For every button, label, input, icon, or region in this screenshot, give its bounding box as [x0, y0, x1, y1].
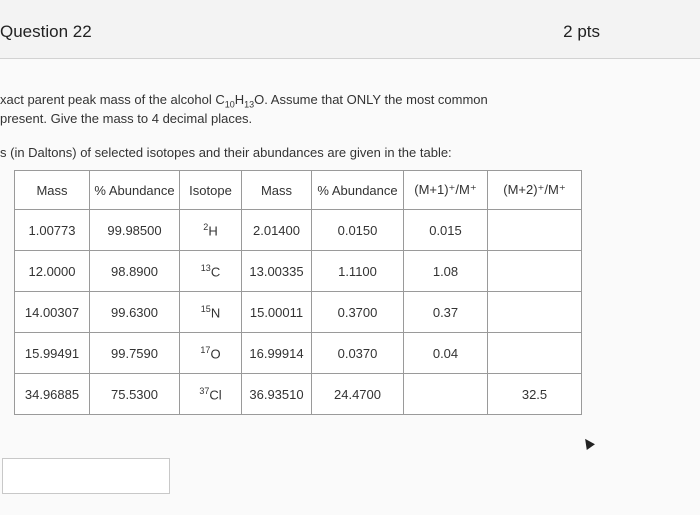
cell-abundance: 99.7590 [90, 333, 180, 374]
cell-mass: 14.00307 [15, 292, 90, 333]
cell-isotope: $^{17}$O [180, 333, 242, 374]
question-prompt-line-3: s (in Daltons) of selected isotopes and their abundances are given in the table: [0, 145, 452, 160]
cell-m-plus-2: 32.5 [488, 374, 582, 415]
cell-isotope-mass: 16.99914 [242, 333, 312, 374]
cell-m-plus-1: 0.37 [404, 292, 488, 333]
question-header [0, 0, 700, 59]
cell-m-plus-1 [404, 374, 488, 415]
header-isotope: Isotope [180, 171, 242, 210]
cell-abundance: 99.6300 [90, 292, 180, 333]
cell-isotope-abundance: 0.0370 [312, 333, 404, 374]
header-m-plus-1: (M+1)⁺/M⁺ [404, 171, 488, 210]
cell-abundance: 98.8900 [90, 251, 180, 292]
header-mass: Mass [15, 171, 90, 210]
table-row [15, 333, 582, 374]
header-m-plus-2: (M+2)⁺/M⁺ [488, 171, 582, 210]
table-header-row [15, 171, 582, 210]
question-prompt-line-2: present. Give the mass to 4 decimal places. [0, 111, 253, 126]
cell-m-plus-2 [488, 292, 582, 333]
cell-mass: 15.99491 [15, 333, 90, 374]
cell-isotope-mass: 2.01400 [242, 210, 312, 251]
cell-m-plus-2 [488, 333, 582, 374]
header-isotope-mass: Mass [242, 171, 312, 210]
cell-isotope-abundance: 1.1100 [312, 251, 404, 292]
cell-isotope-abundance: 0.0150 [312, 210, 404, 251]
cell-m-plus-1: 0.04 [404, 333, 488, 374]
cell-m-plus-1: 0.015 [404, 210, 488, 251]
cell-isotope: $^{13}$C [180, 251, 242, 292]
cell-abundance: 99.98500 [90, 210, 180, 251]
cell-isotope: $^{37}$Cl [180, 374, 242, 415]
question-prompt-line-1: xact parent peak mass of the alcohol $C_{10}H_{13}O$. Assume that ONLY the most common [0, 92, 488, 110]
header-abundance: % Abundance [90, 171, 180, 210]
isotope-table [14, 170, 582, 415]
cell-mass: 12.0000 [15, 251, 90, 292]
cell-mass: 34.96885 [15, 374, 90, 415]
cell-isotope: $^2$H [180, 210, 242, 251]
table-row [15, 251, 582, 292]
table-row [15, 210, 582, 251]
question-title: Question 22 [0, 22, 92, 41]
cell-isotope-mass: 36.93510 [242, 374, 312, 415]
cell-isotope-abundance: 0.3700 [312, 292, 404, 333]
cell-m-plus-2 [488, 210, 582, 251]
cell-mass: 1.00773 [15, 210, 90, 251]
cell-abundance: 75.5300 [90, 374, 180, 415]
question-points: 2 pts [563, 22, 600, 41]
header-isotope-abundance: % Abundance [312, 171, 404, 210]
mouse-pointer-icon [581, 436, 595, 450]
cell-m-plus-1: 1.08 [404, 251, 488, 292]
cell-m-plus-2 [488, 251, 582, 292]
cell-isotope: $^{15}$N [180, 292, 242, 333]
cell-isotope-abundance: 24.4700 [312, 374, 404, 415]
cell-isotope-mass: 15.00011 [242, 292, 312, 333]
answer-input[interactable] [2, 458, 170, 494]
table-row [15, 374, 582, 415]
table-row [15, 292, 582, 333]
cell-isotope-mass: 13.00335 [242, 251, 312, 292]
